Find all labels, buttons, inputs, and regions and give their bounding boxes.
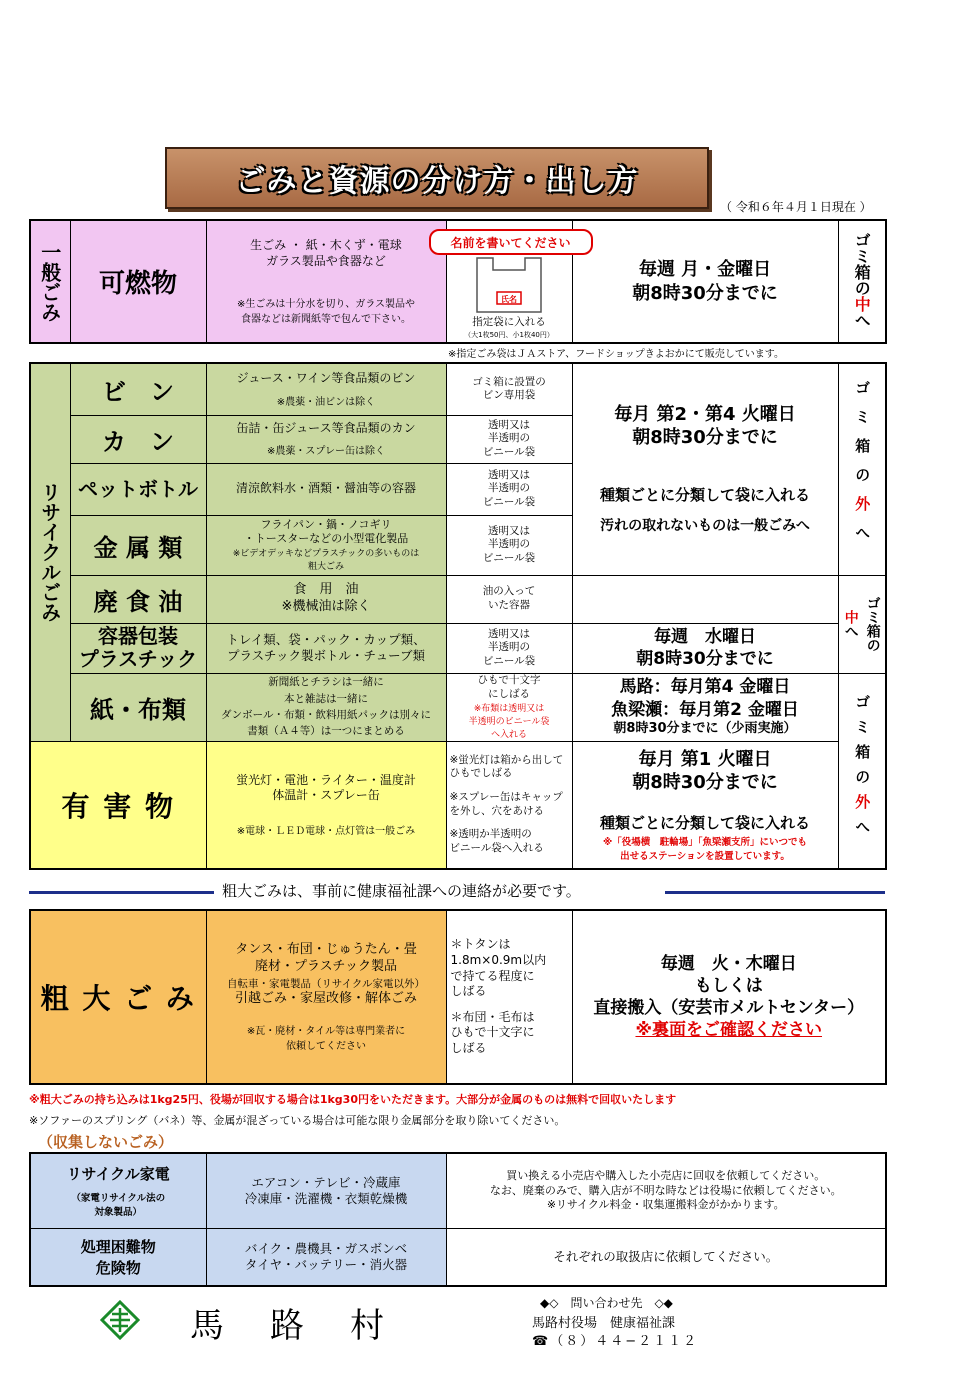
general-desc-line1: 生ごみ ・ 紙・木くず・電球 [250,237,402,252]
appliance-name: リサイクル家電 [66,1165,170,1184]
place-text-c: へ [852,311,872,328]
spring-note: ※ソファーのスプリング（バネ）等、金属が混ざっている場合は可能な限り金属部分を取り除いてください。 [29,1114,566,1127]
recycle-category-bottle: ビ ン [70,363,206,415]
bulky-description [206,910,446,1084]
page-title [165,147,709,209]
recycle-category-pet: ペットボトル [70,463,206,515]
as-of-date: （ 令和６年４月１日現在 ） [720,200,872,214]
recycle-place-outside: ゴミ箱の外へ [838,363,886,575]
hazardous-category: 処理困難物 危険物 [30,1228,206,1286]
appliance-action: 買い換える小売店や購入した小売店に回収を依頼してください。 なお、廃棄のみで、購入店が不明な時などは役場に依頼してください。 ※リサイクル料金・収集運搬料金がかかります。 [446,1153,886,1228]
recycle-desc-paper: 新聞紙とチラシは一緒に 本と雑誌は一緒に ダンボール・布類・飲料用紙パックは別々に 書類（Ａ４等）は一つにまとめる [206,673,446,741]
contact-heading: ◆◇ 問い合わせ先 ◇◆ [540,1296,673,1310]
appliance-category [30,1153,206,1228]
recycle-schedule-empty [572,575,838,623]
outside-mark: 外 [853,496,872,526]
bottle-note: ※農薬・油ビンは除く [276,396,376,408]
general-bag-price: （大1枚50円、小1枚40円） [464,331,554,339]
recycle-bag-pet: 透明又は 半透明の ビニール袋 [446,463,572,515]
recycle-schedule-plastic [572,623,838,673]
recycle-bag-can: 透明又は 半透明の ビニール袋 [446,415,572,463]
bulky-sched1: 毎週 火・木曜日 [660,953,797,974]
recycle-category-plastic: 容器包装 プラスチック [70,623,206,673]
hazard-desc1: 蛍光灯・電池・ライター・温度計 [236,772,416,787]
hazard-bag3: ※透明か半透明の ビニール袋へ入れる [449,828,544,855]
bulky-table [29,909,887,1085]
hazard-description [206,741,446,869]
place-text-b: 中 [852,295,872,312]
paper-sched-line1: 馬路：毎月第4 金曜日 [619,677,791,698]
hazard-desc2: 体温計・スプレー缶 [272,788,380,803]
general-desc-line2: ガラス製品や食器など [266,253,386,268]
bulky-notice: 粗大ごみは、事前に健康福祉課への連絡が必要です。 [222,882,581,900]
recycle-sched-line4: 汚れの取れないものは一般ごみへ [600,518,810,535]
general-category: 可燃物 [70,220,206,343]
village-emblem-icon [100,1300,140,1340]
bulky-note: ※瓦・廃材・タイル等は専門業者に 依頼してください [246,1025,406,1052]
appliance-sub: （家電リサイクル法の 対象製品） [71,1193,166,1219]
can-note: ※農薬・スプレー缶は除く [267,446,385,458]
hazard-sched1: 毎月 第1 火曜日 [638,748,772,770]
hazard-bag [446,741,572,869]
recycle-category-oil: 廃 食 油 [70,575,206,623]
page-title-text: ごみと資源の分け方・出し方 [235,164,639,199]
recycle-sched-line2: 朝8時30分までに [632,427,778,449]
hazard-sched3: 種類ごとに分類して袋に入れる [599,814,810,833]
recycle-desc-metal [206,515,446,575]
general-place [838,220,886,343]
bulky-desc3: 自転車・家電製品（リサイクル家電以外） [226,977,426,990]
paper-bag-note: ※布類は透明又は 半透明のビニール袋 へ入れる [468,704,550,741]
metal-desc: フライパン・鍋・ノコギリ ・トースターなどの小型電化製品 [243,517,409,545]
garbage-bag-icon [469,254,549,316]
general-side-label: 一般ごみ [30,220,70,343]
contact-office: 馬路村役場 健康福祉課 [532,1316,676,1331]
place-text-a: ゴミ箱の [852,231,872,296]
bulky-desc1: タンス・布団・じゅうたん・畳 [235,942,417,958]
place-inside-b: ゴミ箱の [864,596,881,652]
plastic-sched-line2: 朝8時30分までに [636,649,774,669]
general-bag-text: 指定袋に入れる [472,316,546,329]
paper-bag-text: ひもで十文字 にしばる [477,673,541,700]
bottle-desc: ジュース・ワイン等食品類のビン [236,370,416,385]
hazard-bag1: ※蛍光灯は箱から出して ひもでしばる [449,753,564,780]
recycle-side-label: リサイクルごみ [30,363,70,741]
notice-divider-left [29,891,214,894]
recycle-category-paper: 紙・布類 [70,673,206,741]
hazard-bag2: ※スプレー缶はキャップ を外し、穴をあける [449,791,563,817]
recycle-sched-line1: 毎月 第2・第4 火曜日 [614,404,796,426]
svg-text:氏名: 氏名 [501,295,517,305]
hazard-sched4: ※「役場横 駐輪場」「魚梁瀬支所」にいつでも 出せるステーションを設置しています。 [603,836,807,862]
bag-sales-note: ※指定ごみ袋はＪＡストア、フードショップきよおかにて販売しています。 [448,349,784,360]
general-schedule [572,220,838,343]
recycle-desc-oil: 食 用 油 ※機械油は除く [206,575,446,623]
village-name: 馬 路 村 [190,1306,390,1346]
place-inside-a: 中へ [842,610,859,638]
not-collected-heading: （収集しないごみ） [38,1133,174,1151]
bulky-sched4: ※裏面をご確認ください [635,1020,823,1041]
recycle-category-metal: 金 属 類 [70,515,206,575]
recycle-desc-bottle [206,363,446,415]
recycle-schedule-paper [572,673,838,741]
name-callout-text: 名前を書いてください [450,235,571,250]
bulky-sched3: 直接搬入（安芸市メルトセンター） [593,998,865,1018]
recycle-schedule-main [572,363,838,575]
general-schedule-line1: 毎週 月・金曜日 [638,259,772,281]
hazardous-action: それぞれの取扱店に依頼してください。 [446,1228,886,1286]
hazard-place-outside: ゴミ箱の外へ [838,673,886,869]
recycle-bag-plastic: 透明又は 半透明の ビニール袋 [446,623,572,673]
bulky-category: 粗 大 ご み [30,910,206,1084]
hazard-schedule [572,741,838,869]
recycle-table [29,362,887,870]
hazard-note: ※電球・ＬＥＤ電球・点灯管は一般ごみ [236,825,416,837]
general-note-line1: ※生ごみは十分水を切り、ガラス製品や [236,299,416,311]
general-note-line2: 食器などは新聞紙等で包んで下さい。 [241,314,411,326]
can-desc: 缶詰・缶ジュース等食品類のカン [236,420,416,435]
recycle-desc-plastic: トレイ類、袋・パック・カップ類、 プラスチック製ボトル・チューブ類 [206,623,446,673]
recycle-bag-metal: 透明又は 半透明の ビニール袋 [446,515,572,575]
recycle-bag-bottle: ゴミ箱に設置の ビン専用袋 [446,363,572,415]
recycle-bag-oil: 油の入って いた容器 [446,575,572,623]
bulky-bag1: ＊トタンは 1.8m×0.9m以内 で持てる程度に しばる [450,937,547,999]
bulky-bag [446,910,572,1084]
notice-divider-right [665,891,885,894]
plastic-sched-line1: 毎週 水曜日 [654,626,756,647]
metal-note: ※ビデオデッキなどプラスチックの多いものは 粗大ごみ [232,549,420,573]
bulky-desc2: 廃材・プラスチック製品 [255,959,397,975]
not-collected-table [29,1152,887,1287]
general-description [206,220,446,343]
name-callout [429,229,593,255]
bulky-fee-note: ※粗大ごみの持ち込みは1kg25円、役場が回収する場合は1kg30円をいただきます。大部分が金属のものは無料で回収いたします [29,1093,677,1106]
hazard-category: 有 害 物 [30,741,206,869]
general-garbage-table [29,219,887,344]
recycle-bag-paper [446,673,572,741]
hazard-sched2: 朝8時30分までに [632,772,778,793]
bulky-schedule [572,910,886,1084]
recycle-place-inside [838,575,886,673]
hazardous-items: バイク・農機具・ガスボンベ タイヤ・バッテリー・消火器 [206,1228,446,1286]
recycle-category-can: カ ン [70,415,206,463]
general-bag-cell [446,220,572,343]
paper-sched-line2: 魚梁瀬：毎月第2 金曜日 [611,699,799,720]
recycle-desc-pet: 清涼飲料水・酒類・醤油等の容器 [206,463,446,515]
bulky-desc4: 引越ごみ・家屋改修・解体ごみ [234,990,417,1006]
contact-phone: ☎（８）４４−２１１２ [532,1334,699,1349]
paper-sched-line3: 朝8時30分までに（少雨実施） [613,720,797,736]
bulky-bag2: ＊布団・毛布は ひもで十文字に しばる [450,1009,535,1055]
bulky-sched2: もしくは [694,975,763,996]
appliance-items: エアコン・テレビ・冷蔵庫 冷凍庫・洗濯機・衣類乾燥機 [206,1153,446,1228]
recycle-sched-line3: 種類ごとに分類して袋に入れる [599,485,810,504]
general-schedule-line2: 朝8時30分までに [632,282,778,304]
recycle-desc-can [206,415,446,463]
